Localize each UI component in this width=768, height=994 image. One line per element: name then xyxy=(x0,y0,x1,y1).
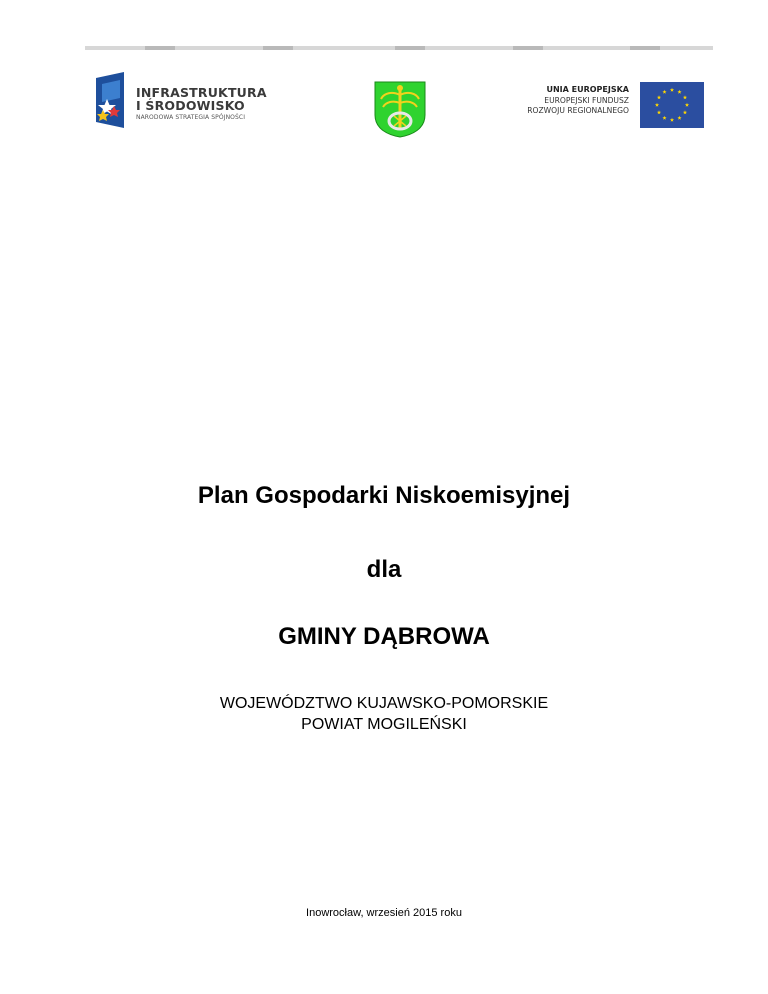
eu-text-block xyxy=(527,85,629,117)
voivodeship-label: WOJEWÓDZTWO KUJAWSKO-POMORSKIE xyxy=(219,695,549,712)
eu-flag-icon xyxy=(640,82,704,128)
eu-line3: ROZWOJU REGIONALNEGO xyxy=(527,106,629,115)
eu-line2: EUROPEJSKI FUNDUSZ xyxy=(544,95,629,105)
document-title: Plan Gospodarki Niskoemisyjnej xyxy=(197,482,571,509)
eu-line1: UNIA EUROPEJSKA xyxy=(546,85,629,94)
title-connector: dla xyxy=(366,556,402,583)
top-rule xyxy=(85,46,713,50)
infrastruktura-srodowisko-logo xyxy=(94,72,267,128)
logo-left-line1: INFRASTRUKTURA xyxy=(136,85,267,100)
eu-erdf-logo xyxy=(515,80,707,130)
national-cohesion-strategy-icon xyxy=(94,72,128,128)
logo-left-line3: NARODOWA STRATEGIA SPÓJNOŚCI xyxy=(136,114,246,121)
logo-left-line2: I ŚRODOWISKO xyxy=(136,98,245,113)
municipal-coat-of-arms-icon xyxy=(374,81,426,138)
place-date: Inowrocław, wrzesień 2015 roku xyxy=(306,907,462,919)
county-label: POWIAT MOGILEŃSKI xyxy=(301,716,467,733)
municipality-name: GMINY DĄBROWA xyxy=(278,623,490,650)
